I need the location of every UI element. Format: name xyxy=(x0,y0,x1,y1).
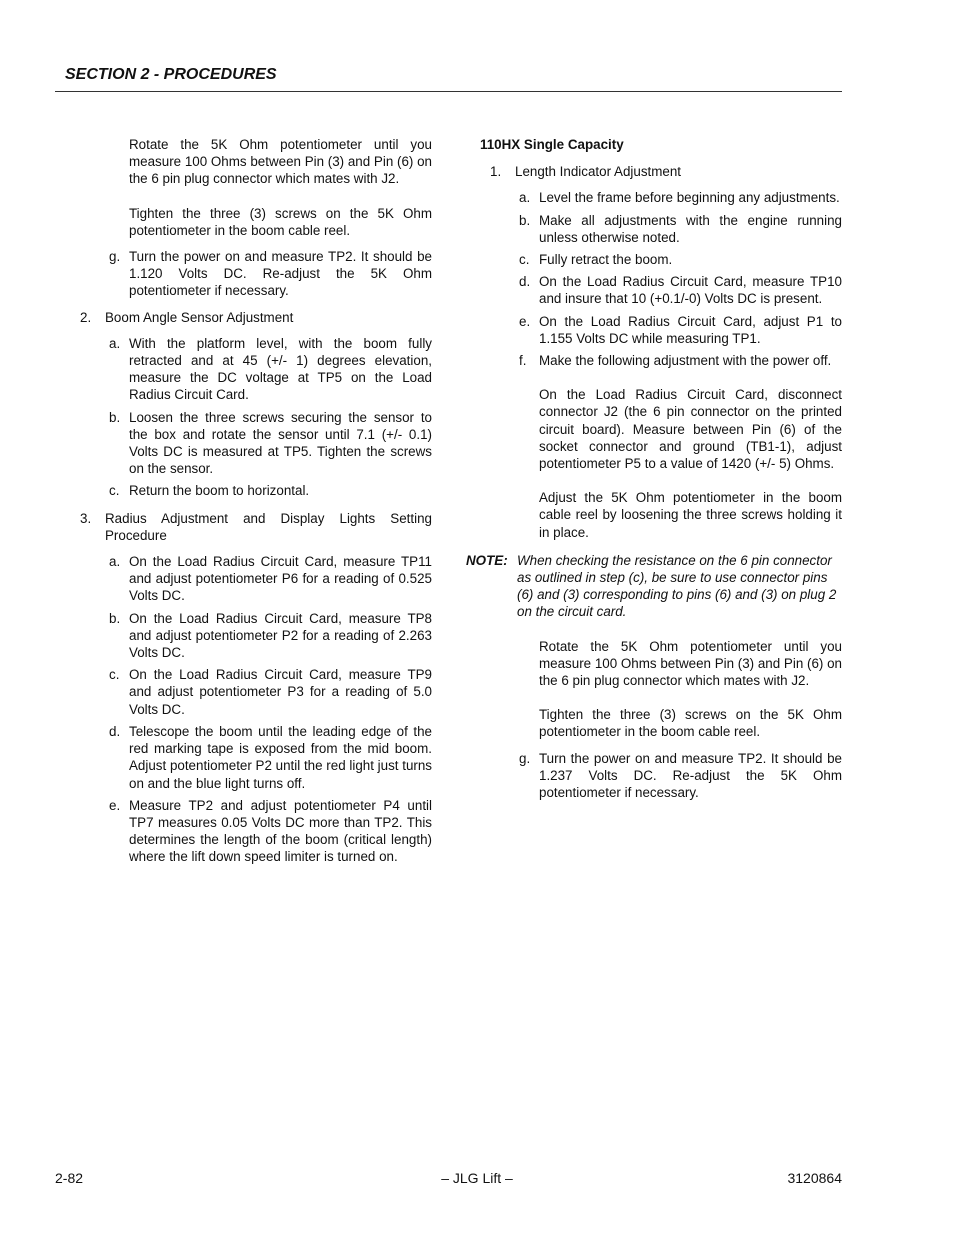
rotate-paragraph-2: Rotate the 5K Ohm potentiometer until you measure 100 Ohms between Pin (3) and Pin (6) on the 6 pin plug connector which mates with J2. xyxy=(539,638,842,689)
note-block xyxy=(466,552,842,621)
list-item-2b: b. Loosen the three screws securing the sensor to the box and rotate the sensor until 7.1 (+/- 0.1) Volts DC is measured at TP5. Tighten the screws on the sensor. xyxy=(109,409,432,477)
footer-center: – JLG Lift – xyxy=(441,1170,513,1186)
list-item-g-2: g. Turn the power on and measure TP2. It should be 1.237 Volts DC. Re-adjust the 5K Ohm potentiometer if necessary. xyxy=(519,750,842,801)
page-number: 2-82 xyxy=(55,1170,84,1186)
list-item-g: g. Turn the power on and measure TP2. It should be 1.120 Volts DC. Re-adjust the 5K Ohm potentiometer if necessary. xyxy=(109,249,432,299)
list-item-2: 2. Boom Angle Sensor Adjustment xyxy=(80,309,294,325)
list-item-b: b. Make all adjustments with the engine running unless otherwise noted. xyxy=(519,212,842,245)
list-item-f: f. Make the following adjustment with the power off. xyxy=(519,353,832,369)
tighten-paragraph-2: Tighten the three (3) screws on the 5K Ohm potentiometer in the boom cable reel. xyxy=(539,707,842,740)
list-item-3b: b. On the Load Radius Circuit Card, measure TP8 and adjust potentiometer P2 for a reading of 2.263 Volts DC. xyxy=(109,610,432,661)
list-item-3d: d. Telescope the boom until the leading edge of the red marking tape is exposed from the mid boom. Adjust potentiometer P2 until the red light just turns on and the blue light turns off. xyxy=(109,723,432,791)
subsection-heading: 110HX Single Capacity xyxy=(480,137,624,152)
list-item-e: e. On the Load Radius Circuit Card, adjust P1 to 1.155 Volts DC while measuring TP1. xyxy=(519,313,842,346)
section-header xyxy=(55,65,842,92)
document-number: 3120864 xyxy=(787,1170,842,1186)
right-column xyxy=(466,136,842,801)
list-item-a: a. Level the frame before beginning any adjustments. xyxy=(519,190,840,206)
note-text: When checking the resistance on the 6 pin connector as outlined in step (c), be sure to use connector pins (6) and (3) corresponding to pins (6) and (3) on plug 2 on the circuit card. xyxy=(517,552,837,620)
section-title: SECTION 2 - PROCEDURES xyxy=(65,66,277,83)
list-item-2c: c. Return the boom to horizontal. xyxy=(109,483,310,499)
disconnect-paragraph: On the Load Radius Circuit Card, disconnect connector J2 (the 6 pin connector on the printed circuit board). Measure between Pin (6) of the socket connector and ground (TB1-1), adjust potentiometer P5 to a value of 1420 (+/- 5) Ohms. xyxy=(539,387,842,472)
list-item-3a: a. On the Load Radius Circuit Card, measure TP11 and adjust potentiometer P6 for a reading of 0.525 Volts DC. xyxy=(109,554,432,604)
note-label: NOTE: xyxy=(466,552,508,568)
list-item-3: 3. Radius Adjustment and Display Lights Setting Procedure xyxy=(80,510,432,543)
rotate-paragraph: Rotate the 5K Ohm potentiometer until you measure 100 Ohms between Pin (3) and Pin (6) on the 6 pin plug connector which mates with J2. xyxy=(129,137,432,187)
list-item-2a: a. With the platform level, with the boom fully retracted and at 45 (+/- 1) degrees elevation, measure the DC voltage at TP5 on the Load Radius Circuit Card. xyxy=(109,335,432,403)
list-item-1: 1. Length Indicator Adjustment xyxy=(490,164,682,180)
tighten-paragraph: Tighten the three (3) screws on the 5K Ohm potentiometer in the boom cable reel. xyxy=(129,205,432,238)
list-item-3c: c. On the Load Radius Circuit Card, measure TP9 and adjust potentiometer P3 for a reading of 5.0 Volts DC. xyxy=(109,667,432,717)
list-item-3e: e. Measure TP2 and adjust potentiometer P4 until TP7 measures 0.05 Volts DC more than TP2. This determines the length of the boom (critical length) where the lift down speed limiter is turned on. xyxy=(109,797,432,865)
left-column xyxy=(80,136,432,866)
list-item-d: d. On the Load Radius Circuit Card, measure TP10 and insure that 10 (+0.1/-0) Volts DC is present. xyxy=(519,274,842,307)
list-item-c: c. Fully retract the boom. xyxy=(519,252,673,268)
adjust-paragraph: Adjust the 5K Ohm potentiometer in the boom cable reel by loosening the three screws holding it in place. xyxy=(539,490,842,540)
